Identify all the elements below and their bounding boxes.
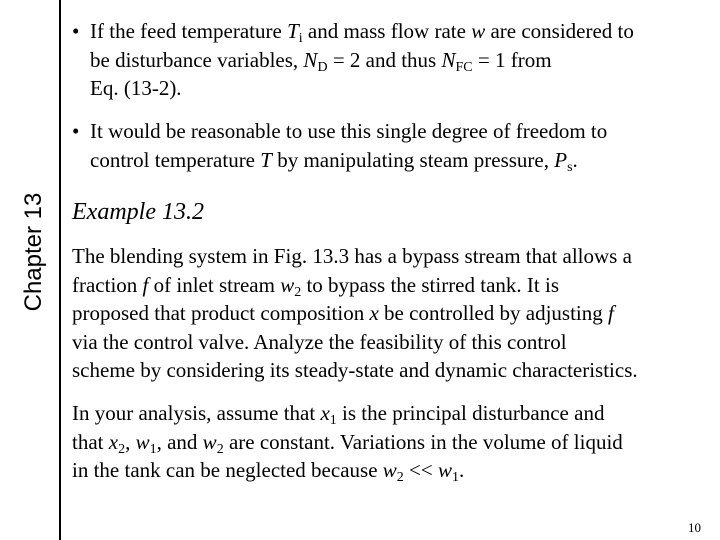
subscript: 1	[149, 441, 157, 457]
italic-symbol: T	[260, 147, 272, 172]
italic-symbol: x	[108, 429, 119, 454]
example-assumptions	[72, 399, 720, 485]
italic-symbol: f	[608, 301, 614, 325]
text-line: Eq. (13-2).	[90, 76, 182, 100]
chapter-sidebar	[0, 0, 62, 540]
subscript: 2	[294, 284, 302, 300]
subscript: 2	[396, 470, 404, 485]
italic-symbol: P	[554, 147, 568, 172]
italic-symbol: x	[369, 301, 379, 325]
text-line: In your analysis, assume that $x_1$ is the principal disturbance and	[72, 401, 605, 428]
chapter-label: Chapter 13	[20, 192, 47, 312]
subscript: FC	[455, 59, 473, 75]
text-line: in the tank can be neglected because $w_2 << w_1$.	[72, 458, 465, 485]
subscript: s	[567, 159, 573, 175]
italic-symbol: w	[437, 458, 452, 482]
text-line: fraction f of inlet stream $w_2$ to bypass the stirred tank. It is	[72, 272, 559, 300]
page-number: 10	[688, 520, 701, 535]
bullet-text	[90, 117, 720, 174]
text-line: proposed that product composition x be controlled by adjusting f	[72, 301, 614, 325]
example-description	[72, 242, 720, 385]
text-line: If the feed temperature $T_i$ and mass flow rate w are considered to	[90, 19, 634, 46]
italic-symbol: w	[471, 19, 486, 43]
italic-symbol: x	[320, 401, 330, 425]
text-line: that $x_2$, $w_1$, and $w_2$ are constant. Variations in the volume of liquid	[72, 429, 623, 457]
subscript: 2	[118, 441, 126, 457]
text-line: scheme by considering its steady-state and dynamic characteristics.	[72, 358, 638, 382]
bullet-marker: •	[72, 19, 80, 43]
text-line: control temperature T by manipulating steam pressure, $P_s$.	[90, 147, 578, 175]
text-line: The blending system in Fig. 13.3 has a bypass stream that allows a	[72, 244, 632, 268]
subscript: i	[298, 31, 303, 46]
italic-symbol: w	[202, 429, 217, 454]
example-title: Example 13.2	[72, 199, 204, 225]
italic-symbol: T	[287, 19, 299, 43]
italic-symbol: f	[142, 272, 149, 297]
subscript: 1	[329, 413, 337, 428]
bullet-marker: •	[72, 119, 80, 143]
italic-symbol: N	[441, 47, 456, 72]
subscript: 2	[216, 441, 224, 457]
sidebar-divider	[59, 0, 61, 540]
subscript: 1	[451, 470, 459, 485]
italic-symbol: w	[135, 429, 150, 454]
bullet-text	[90, 17, 720, 103]
italic-symbol: w	[382, 458, 397, 482]
text-line: be disturbance variables, $N_D = 2$ and thus $N_{FC} = 1$ from	[90, 47, 552, 75]
subscript: D	[317, 59, 328, 75]
text-line: It would be reasonable to use this single degree of freedom to	[90, 119, 608, 143]
italic-symbol: w	[280, 272, 295, 297]
text-line: via the control valve. Analyze the feasibility of this control	[72, 329, 567, 354]
italic-symbol: N	[303, 47, 318, 72]
